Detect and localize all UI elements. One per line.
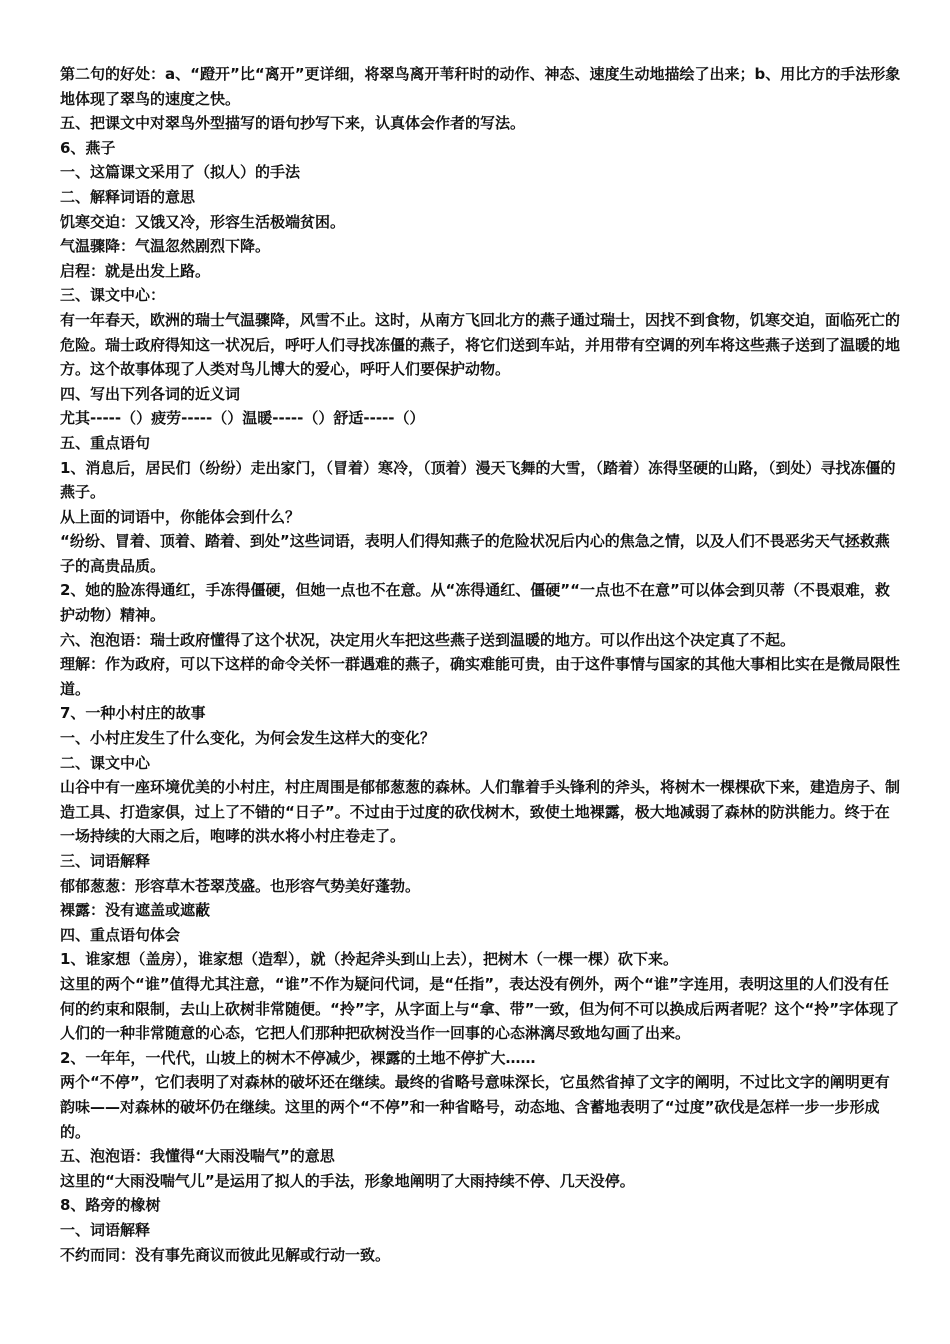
text-line: 这里的“大雨没喘气儿”是运用了拟人的手法，形象地阐明了大雨持续不停、几天没停。	[60, 1171, 635, 1190]
text-line: 五、泡泡语：我懂得“大雨没喘气”的意思	[60, 1147, 335, 1166]
text-line: 从上面的词语中，你能体会到什么？	[60, 507, 301, 526]
document-page	[60, 62, 902, 1267]
text-line: 第二句的好处：a、“蹬开”比“离开”更详细，将翠鸟离开苇秆时的动作、神态、速度生动地描绘了出来；b、用比方的手法形象地体现了翠鸟的速度之快。	[60, 65, 901, 108]
text-line: 三、课文中心：	[60, 286, 166, 305]
text-line: 郁郁葱葱：形容草木苍翠茂盛。也形容气势美好蓬勃。	[60, 876, 421, 895]
paragraph: 有一年春天，欧洲的瑞士气温骤降，风雪不止。这时，从南方飞回北方的燕子通过瑞士，因找不到食物，饥寒交迫，面临死亡的危险。瑞士政府得知这一状况后，呼吁人们寻找冻僵的燕子，将它们送到车站，并用带有空调的列车将这些燕子送到了温暖的地方。这个故事体现了人类对鸟儿博大的爱心，呼吁人们要保护动物。	[60, 310, 901, 379]
text-line: 一、小村庄发生了什么变化，为何会发生这样大的变化？	[60, 729, 436, 748]
text-line: 启程：就是出发上路。	[60, 261, 211, 280]
text-line: 1、谁家想（盖房），谁家想（造犁），就（拎起斧头到山上去），把树木（一棵一棵）砍下来。	[60, 950, 678, 969]
section-heading: 7、一种小村庄的故事	[60, 704, 206, 723]
paragraph: 理解：作为政府，可以下这样的命令关怀一群遇难的燕子，确实难能可贵，由于这件事情与国家的其他大事相比实在是微局限性道。	[60, 655, 901, 698]
text-line: 一、这篇课文采用了（拟人）的手法	[60, 163, 301, 182]
text-line: 2、一年年，一代代，山坡上的树木不停减少，裸露的土地不停扩大……	[60, 1048, 536, 1067]
text-line: 三、词语解释	[60, 852, 151, 870]
paragraph: 2、她的脸冻得通红，手冻得僵硬，但她一点也不在意。从“冻得通红、僵硬”“一点也不在意”可以体会到贝蒂（不畏艰难，救护动物）精神。	[60, 581, 890, 625]
section-heading: 8、路旁的橡树	[60, 1196, 161, 1215]
text-line: 饥寒交迫：又饿又冷，形容生活极端贫困。	[60, 212, 346, 231]
text-line: 四、重点语句体会	[60, 925, 181, 944]
text-line: 二、解释词语的意思	[60, 187, 196, 206]
text-line: 四、写出下列各词的近义词	[60, 384, 241, 403]
paragraph: 1、消息后，居民们（纷纷）走出家门，（冒着）寒冷，（顶着）漫天飞舞的大雪，（踏着）冻得坚硬的山路，（到处）寻找冻僵的燕子。	[60, 458, 896, 502]
paragraph: “纷纷、冒着、顶着、踏着、到处”这些词语，表明人们得知燕子的危险状况后内心的焦急之情，以及人们不畏恶劣天气拯救燕子的高贵品质。	[60, 532, 890, 575]
text-line: 裸露：没有遮盖或遮蔽	[60, 901, 211, 920]
text-line: 尤其-----（）疲劳-----（）温暖-----（）舒适-----（）	[60, 409, 425, 428]
text-line: 二、课文中心	[60, 753, 151, 772]
paragraph: 两个“不停”，它们表明了对森林的破坏还在继续。最终的省略号意味深长，它虽然省掉了文字的阐明，不过比文字的阐明更有韵味——对森林的破坏仍在继续。这里的两个“不停”和一种省略号，动态地、含蓄地表明了“过度”砍伐是怎样一步一步形成的。	[60, 1073, 890, 1141]
paragraph: 山谷中有一座环境优美的小村庄，村庄周围是郁郁葱葱的森林。人们靠着手头锋利的斧头，将树木一棵棵砍下来，建造房子、制造工具、打造家俱，过上了不错的“日子”。不过由于过度的砍伐树木，致使土地裸露，极大地减弱了森林的防洪能力。终于在一场持续的大雨之后，咆哮的洪水将小村庄卷走了。	[60, 778, 901, 846]
text-line: 一、词语解释	[60, 1220, 151, 1239]
text-line: 六、泡泡语：瑞士政府懂得了这个状况，决定用火车把这些燕子送到温暖的地方。可以作出这个决定真了不起。	[60, 630, 796, 649]
text-line: 气温骤降：气温忽然剧烈下降。	[60, 237, 271, 256]
text-line: 不约而同：没有事先商议而彼此见解或行动一致。	[60, 1245, 391, 1264]
section-heading: 6、燕子	[60, 138, 116, 157]
paragraph: 这里的两个“谁”值得尤其注意，“谁”不作为疑问代词，是“任指”，表达没有例外，两个“谁”字连用，表明这里的人们没有任何的约束和限制，去山上砍树非常随便。“拎”字，从字面上与“拿、带”一致，但为何不可以换成后两者呢？这个“拎”字体现了人们的一种非常随意的心态，它把人们那种把砍树没当作一回事的心态淋漓尽致地勾画了出来。	[60, 974, 900, 1043]
text-line: 五、把课文中对翠鸟外型描写的语句抄写下来，认真体会作者的写法。	[60, 114, 526, 133]
text-line: 五、重点语句	[60, 433, 151, 452]
